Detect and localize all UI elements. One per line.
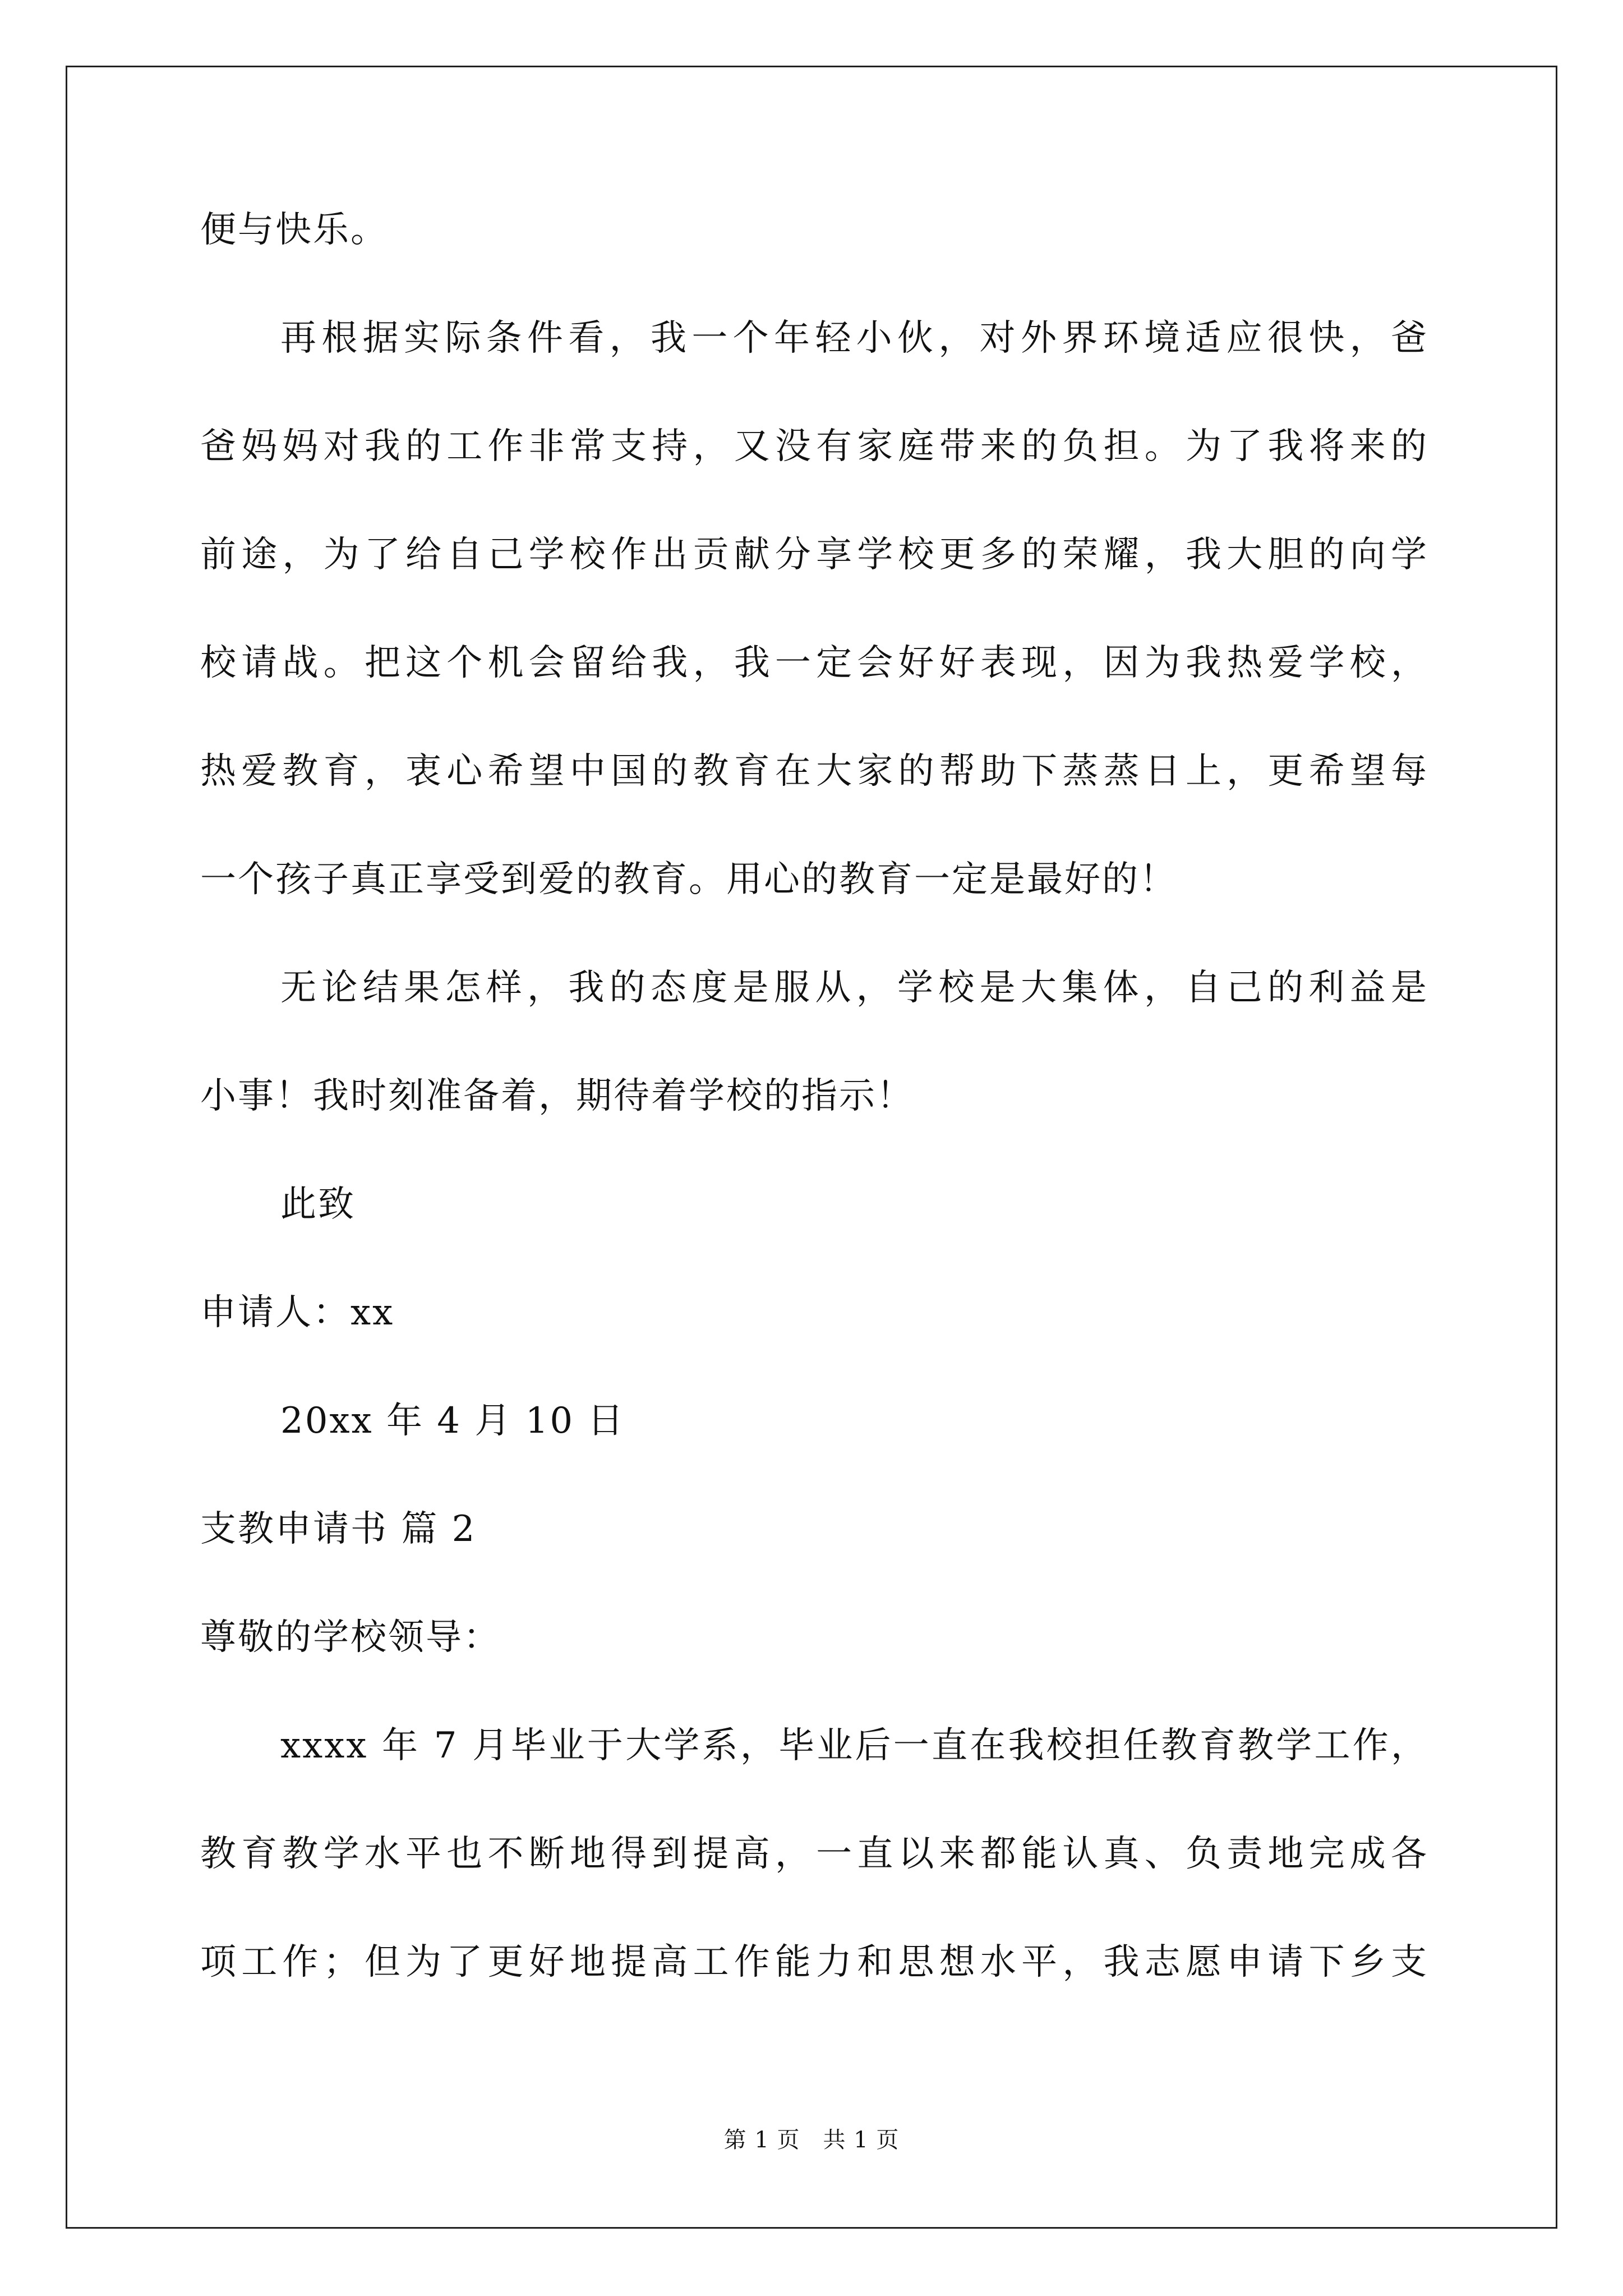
greeting: 尊敬的学校领导： [200,1617,501,1658]
text-line-8: 无论结果怎样，我的态度是服从，学校是大集体，自己的利益是 [280,967,1428,1009]
text-line-15: xxxx 年 7 月毕业于大学系，毕业后一直在我校担任教育教学工作， [280,1725,1428,1766]
text-line-1: 便与快乐。 [200,209,388,251]
text-line-4: 前途，为了给自己学校作出贡献分享学校更多的荣耀，我大胆的向学 [200,534,1428,576]
applicant-name: 申请人：xx [200,1292,395,1333]
text-line-6: 热爱教育，衷心希望中国的教育在大家的帮助下蒸蒸日上，更希望每 [200,751,1428,792]
text-line-3: 爸妈妈对我的工作非常支持，又没有家庭带来的负担。为了我将来的 [200,426,1428,467]
text-line-2: 再根据实际条件看，我一个年轻小伙，对外界环境适应很快，爸 [280,318,1428,359]
letter-date: 20xx 年 4 月 10 日 [280,1400,625,1442]
text-line-17: 项工作；但为了更好地提高工作能力和思想水平，我志愿申请下乡支 [200,1941,1428,1983]
page-border [66,66,1557,2229]
section-heading: 支教申请书 篇 2 [200,1508,477,1550]
salutation-closing: 此致 [280,1184,356,1225]
page-footer: 第 1 页 共 1 页 [723,2127,900,2153]
text-line-16: 教育教学水平也不断地得到提高，一直以来都能认真、负责地完成各 [200,1833,1428,1875]
text-line-5: 校请战。把这个机会留给我，我一定会好好表现，因为我热爱学校， [200,642,1428,684]
text-line-7: 一个孩子真正享受到爱的教育。用心的教育一定是最好的！ [200,859,1177,900]
text-line-9: 小事！我时刻准备着，期待着学校的指示！ [200,1075,914,1117]
